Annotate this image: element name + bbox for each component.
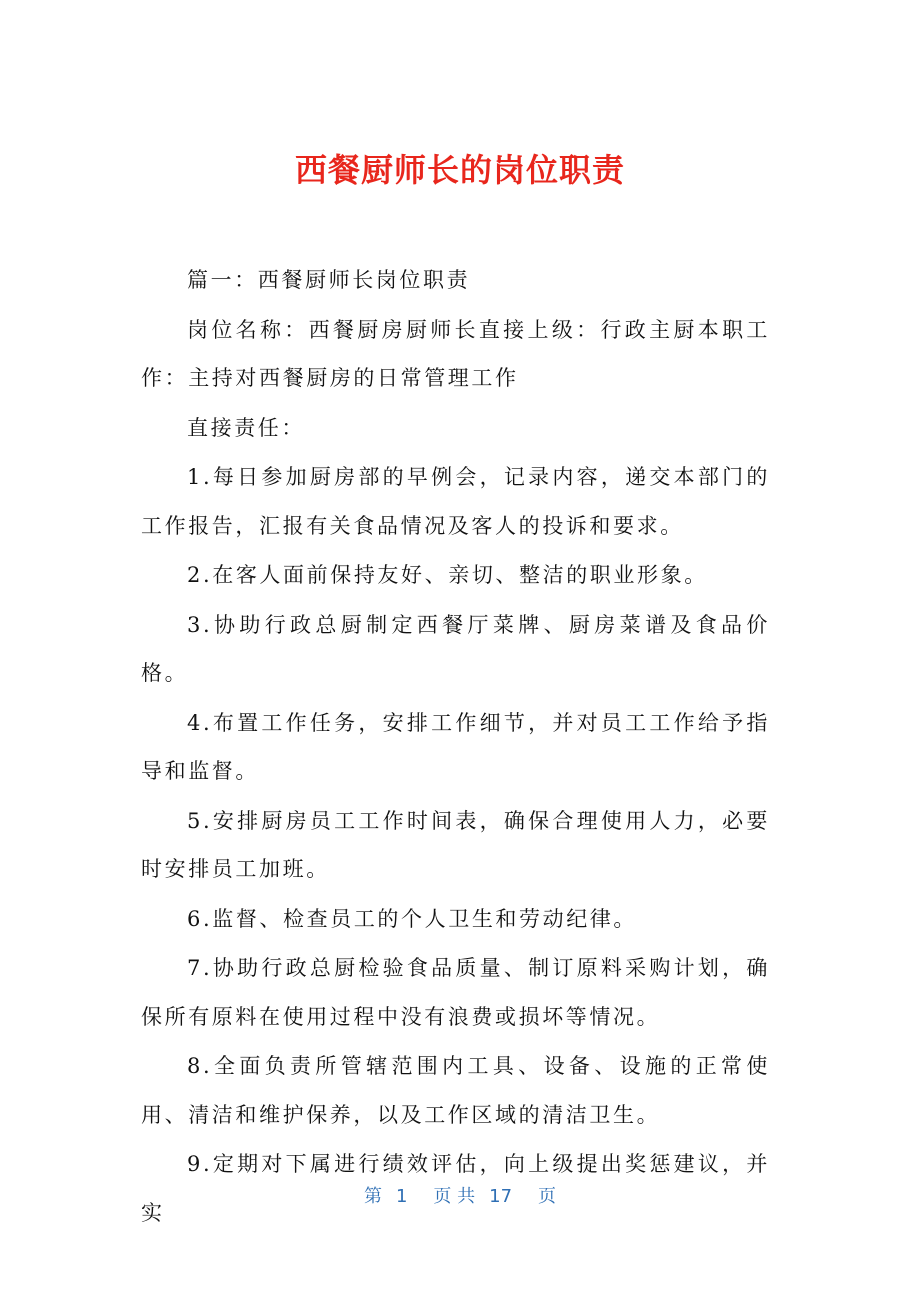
paragraph-section-heading: 篇一：西餐厨师长岗位职责: [187, 268, 471, 292]
paragraph-duty-4: 4.布置工作任务，安排工作细节，并对员工工作给予指导和监督。: [141, 710, 770, 783]
paragraph-position-info: 岗位名称：西餐厨房厨师长直接上级：行政主厨本职工作：主持对西餐厨房的日常管理工作: [141, 317, 770, 390]
page-footer: [0, 1182, 920, 1212]
footer-page-end-label: 页: [538, 1186, 557, 1207]
paragraph-duty-8: 8.全面负责所管辖范围内工具、设备、设施的正常使用、清洁和维护保养，以及工作区域的清洁卫生。: [141, 1054, 770, 1127]
paragraph-duty-5: 5.安排厨房员工工作时间表，确保合理使用人力，必要时安排员工加班。: [141, 808, 770, 881]
paragraph-direct-duties-heading: 直接责任：: [187, 415, 305, 440]
paragraph-duty-7: 7.协助行政总厨检验食品质量、制订原料采购计划，确保所有原料在使用过程中没有浪费或损坏等情况。: [141, 956, 770, 1029]
paragraph-duty-6: 6.监督、检查员工的个人卫生和劳动纪律。: [187, 906, 638, 931]
paragraph-duty-2: 2.在客人面前保持友好、亲切、整洁的职业形象。: [187, 563, 708, 587]
paragraph-duty-9: 9.定期对下属进行绩效评估，向上级提出奖惩建议，并实: [141, 1152, 770, 1225]
paragraph-duty-3: 3.协助行政总厨制定西餐厅菜牌、厨房菜谱及食品价格。: [141, 612, 770, 685]
document-body: [141, 256, 770, 1238]
footer-current-page: 1: [395, 1186, 408, 1207]
footer-total-pages: 17: [489, 1186, 513, 1207]
footer-page-label: 第: [363, 1186, 382, 1207]
footer-page-of-label: 页 共: [433, 1186, 476, 1207]
document-title: 西餐厨师长的岗位职责: [294, 151, 625, 189]
paragraph-duty-1: 1.每日参加厨房部的早例会，记录内容，递交本部门的工作报告，汇报有关食品情况及客人的投诉和要求。: [141, 465, 770, 538]
